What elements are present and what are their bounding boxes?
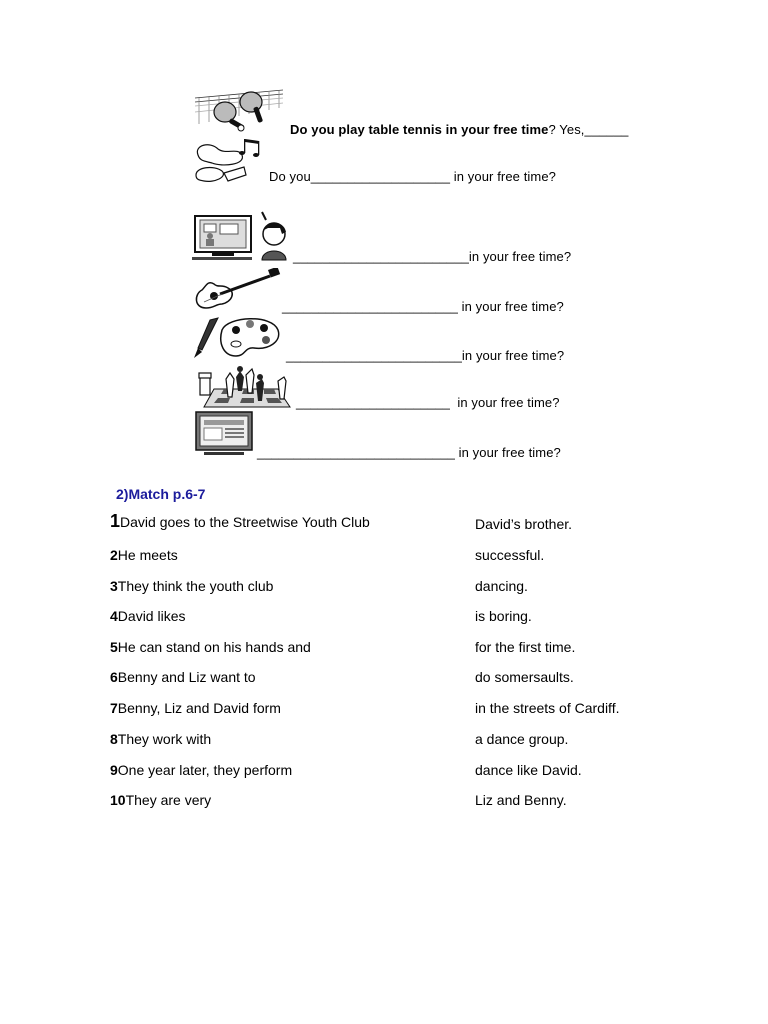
match-row-1 — [110, 512, 670, 532]
row-right-text: successful. — [475, 547, 545, 563]
match-row-9 — [110, 758, 670, 778]
row-left-text: He meets — [117, 547, 178, 563]
row-left-text: Benny, Liz and David form — [117, 700, 281, 716]
match-row-2 — [110, 543, 670, 563]
row-left-text: They are very — [125, 792, 212, 808]
row-right-text: dancing. — [475, 578, 528, 594]
tv-watching-icon — [192, 210, 288, 262]
question-1: Do you play table tennis in your free time? Yes,______ — [290, 122, 629, 137]
match-row-4 — [110, 604, 670, 624]
row-left-text: They think the youth club — [117, 578, 274, 594]
row-left-text: One year later, they perform — [117, 762, 293, 778]
row-number: 6 — [110, 669, 118, 685]
row-number: 5 — [110, 639, 118, 655]
row-right-text: dance like David. — [475, 762, 582, 778]
guitar-icon — [192, 268, 282, 314]
computer-icon — [194, 410, 254, 458]
row-left-text: David likes — [117, 608, 186, 624]
match-row-7 — [110, 696, 670, 716]
row-right-text: in the streets of Cardiff. — [475, 700, 620, 716]
match-row-6 — [110, 665, 670, 685]
row-number: 4 — [110, 608, 118, 624]
row-right-text: a dance group. — [475, 731, 569, 747]
question-6: _____________________ in your free time? — [296, 395, 560, 410]
row-right-text: for the first time. — [475, 639, 576, 655]
question-4: ________________________ in your free time? — [282, 299, 564, 314]
row-right-text: do somersaults. — [475, 669, 574, 685]
row-number: 7 — [110, 700, 118, 716]
row-number: 9 — [110, 762, 118, 778]
match-row-10 — [110, 788, 670, 808]
match-row-8 — [110, 727, 670, 747]
row-number: 1 — [110, 511, 121, 531]
question-3: ________________________in your free time? — [293, 249, 572, 264]
chess-icon — [194, 363, 298, 409]
match-row-5 — [110, 635, 670, 655]
row-left-text: David goes to the Streetwise Youth Club — [120, 514, 370, 530]
row-left-text: Benny and Liz want to — [117, 669, 256, 685]
question-2: Do you___________________ in your free time? — [269, 169, 557, 184]
music-notes-icon — [192, 137, 270, 185]
paint-palette-icon — [192, 314, 284, 362]
row-right-text: is boring. — [475, 608, 532, 624]
row-number: 3 — [110, 578, 118, 594]
row-number: 10 — [110, 792, 126, 808]
row-right-text: David’s brother. — [475, 516, 573, 532]
row-left-text: They work with — [117, 731, 212, 747]
match-row-3 — [110, 574, 670, 594]
row-left-text: He can stand on his hands and — [117, 639, 311, 655]
question-7: ___________________________ in your free time? — [257, 445, 561, 460]
row-number: 8 — [110, 731, 118, 747]
section-title: 2)Match p.6-7 — [116, 486, 206, 502]
row-right-text: Liz and Benny. — [475, 792, 567, 808]
table-tennis-icon — [193, 88, 285, 136]
row-number: 2 — [110, 547, 118, 563]
question-5: ________________________in your free time? — [286, 348, 565, 363]
